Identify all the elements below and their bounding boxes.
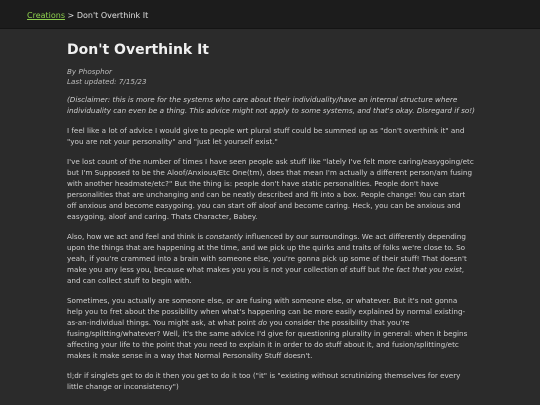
paragraph-3 [67, 231, 475, 286]
paragraph-4-text-a: Sometimes, you actually are someone else, or are fusing with someone else, or whatever. But it's not gonna help you to fret about the possibility when what's happening can be more easily explained by normal existing-as-an-individual things. You might ask, at what point [67, 296, 466, 327]
breadcrumb-link-creations[interactable]: Creations [27, 11, 66, 20]
paragraph-1: I feel like a lot of advice I would give to people wrt plural stuff could be summed up as "don't overthink it" and "you are not your personality" and "just let yourself exist." [67, 126, 465, 146]
paragraph-3-text-b: influenced by our surroundings. We act differently depending upon the things that are happening at the time, and we pick up the quirks and traits of folks we're close to. So yeah, if you're crammed into a brain with someone else, you're gonna pick up some of their stuff! That doesn't make you any less you, because what makes you you is not your collection of stuff but [67, 232, 467, 274]
breadcrumb [27, 11, 148, 20]
breadcrumb-current: Don't Overthink It [76, 11, 149, 20]
article [67, 41, 475, 401]
article-last-updated: Last updated: 7/15/23 [67, 77, 147, 86]
paragraph-3-text-c: , and can collect stuff to begin with. [67, 265, 465, 285]
paragraph-4 [67, 295, 475, 361]
paragraph-4-text-b: you consider the possibility that you're fusing/splitting/whatever? Well, it's the same advice I'd give for questioning plurality in general: when it begins affecting your life to the point that you need to explain it in order to do stuff about it, and fusion/splitting/etc makes it make sense in a way that Normal Personality Stuff doesn't. [67, 318, 468, 360]
top-navigation-bar [0, 0, 540, 29]
paragraph-4-emphasis-do: do [258, 318, 268, 327]
disclaimer-paragraph: (Disclaimer: this is more for the systems who care about their individuality/have an internal structure where individuality can even be a thing. This advice might not apply to some systems, and that's okay. Disregard if so!) [67, 95, 475, 115]
article-author: By Phosphor [67, 67, 112, 76]
paragraph-2: I've lost count of the number of times I have seen people ask stuff like "lately I've felt more caring/easygoing/etc but I'm Supposed to be the Aloof/Anxious/Etc One(tm), does that mean I'm actually a different person/am fusing with another headmate/etc?" But the thing is: people don't have static personalities. People don't have personalities that are unchanging and can be neatly described and fit into a box. People change! You can start off anxious and become easygoing. you can start off aloof and become caring. Heck, you can be anxious and easygoing, aloof and caring. Thats Character, Babey. [67, 157, 474, 221]
page-title: Don't Overthink It [67, 42, 209, 58]
paragraph-3-text-a: Also, how we act and feel and think is [67, 232, 206, 241]
paragraph-3-emphasis-constantly: constantly [205, 232, 243, 241]
paragraph-3-emphasis-exist: the fact that you exist [382, 265, 462, 274]
breadcrumb-separator: > [65, 11, 77, 20]
paragraph-tldr: tl;dr if singlets get to do it then you get to do it too ("it" is "existing without scrutinizing themselves for every little change or inconsistency") [67, 371, 461, 391]
